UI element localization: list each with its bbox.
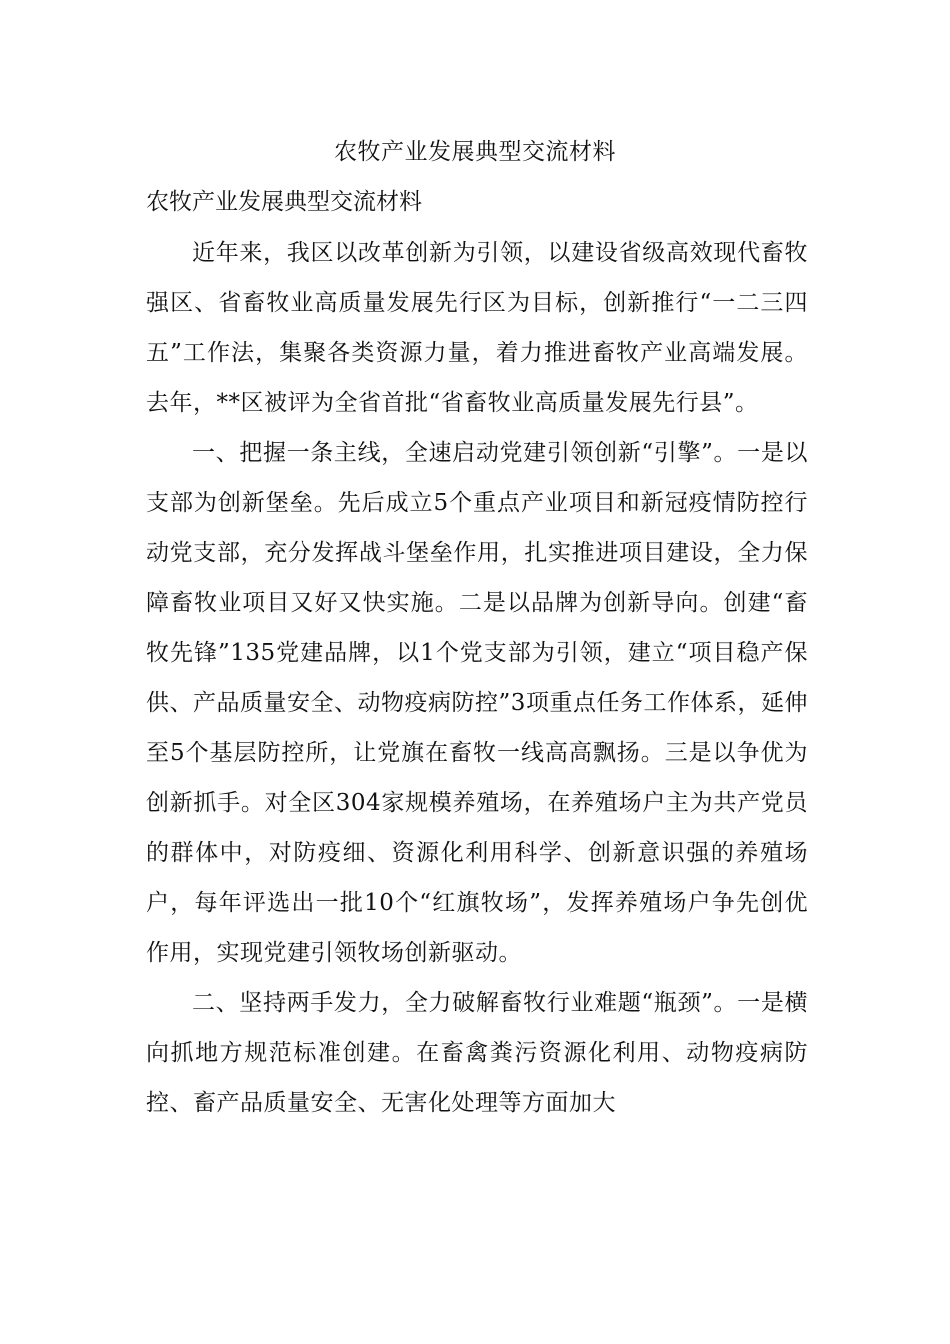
paragraph-section-2: 二、坚持两手发力，全力破解畜牧行业难题“瓶颈”。一是横向抓地方规范标准创建。在畜禽粪污资源化利用、动物疫病防控、畜产品质量安全、无害化处理等方面加大 (146, 990, 808, 1116)
document-title: 农牧产业发展典型交流材料 (334, 139, 616, 165)
paragraph-intro: 近年来，我区以改革创新为引领，以建设省级高效现代畜牧强区、省畜牧业高质量发展先行区为目标，创新推行“一二三四五”工作法，集聚各类资源力量，着力推进畜牧产业高端发展。去年，**区被评为全省首批“省畜牧业高质量发展先行县”。 (146, 240, 808, 416)
document-subtitle: 农牧产业发展典型交流材料 (146, 189, 422, 215)
document-body (146, 228, 808, 1128)
paragraph-section-1: 一、把握一条主线，全速启动党建引领创新“引擎”。一是以支部为创新堡垒。先后成立5个重点产业项目和新冠疫情防控行动党支部，充分发挥战斗堡垒作用，扎实推进项目建设，全力保障畜牧业项目又好又快实施。二是以品牌为创新导向。创建“畜牧先锋”135党建品牌，以1个党支部为引领，建立“项目稳产保供、产品质量安全、动物疫病防控”3项重点任务工作体系，延伸至5个基层防控所，让党旗在畜牧一线高高飘扬。三是以争优为创新抓手。对全区304家规模养殖场，在养殖场户主为共产党员的群体中，对防疫细、资源化利用科学、创新意识强的养殖场户，每年评选出一批10个“红旗牧场”，发挥养殖场户争先创优作用，实现党建引领牧场创新驱动。 (146, 440, 808, 966)
